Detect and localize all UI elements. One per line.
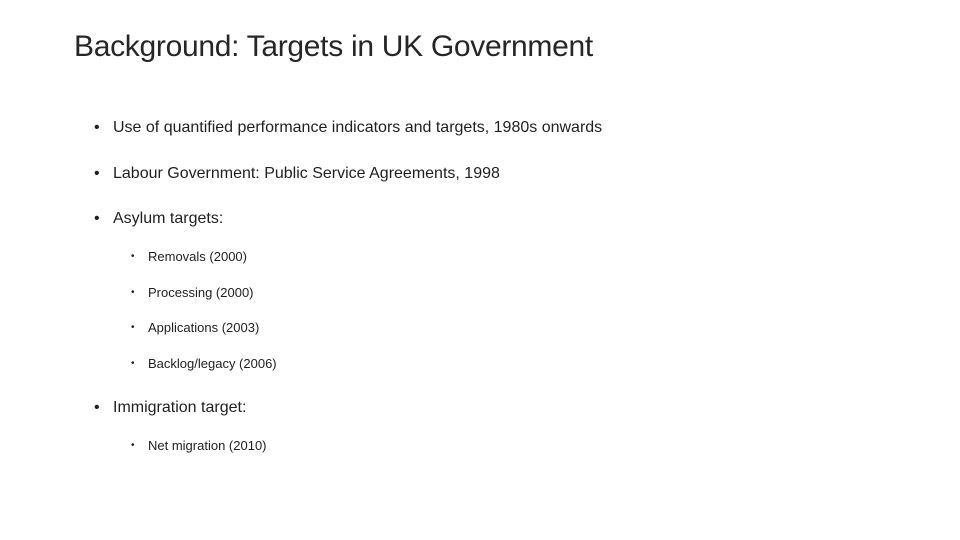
bullet-marker: •	[94, 399, 100, 416]
bullet-text: Use of quantified performance indicators and targets, 1980s onwards	[113, 119, 603, 136]
sub-bullet-marker: •	[131, 322, 135, 333]
bullet-text: Labour Government: Public Service Agreements, 1998	[113, 165, 500, 182]
sub-bullet-text: Applications (2003)	[148, 320, 260, 335]
bullet-marker: •	[94, 210, 100, 227]
bullet-marker: •	[94, 119, 100, 136]
sub-bullet-text: Removals (2000)	[148, 249, 247, 264]
sub-bullet-marker: •	[131, 287, 135, 298]
bullet-text: Asylum targets:	[113, 210, 224, 227]
sub-bullet-text: Processing (2000)	[148, 285, 254, 300]
bullet-marker: •	[94, 165, 100, 182]
sub-bullet-marker: •	[131, 251, 135, 262]
sub-bullet-marker: •	[131, 358, 135, 369]
sub-bullet-text: Net migration (2010)	[148, 438, 267, 453]
sub-bullet-text: Backlog/legacy (2006)	[148, 356, 277, 371]
bullet-text: Immigration target:	[113, 399, 247, 416]
slide-title: Background: Targets in UK Government	[74, 30, 593, 63]
sub-bullet-marker: •	[131, 440, 135, 451]
